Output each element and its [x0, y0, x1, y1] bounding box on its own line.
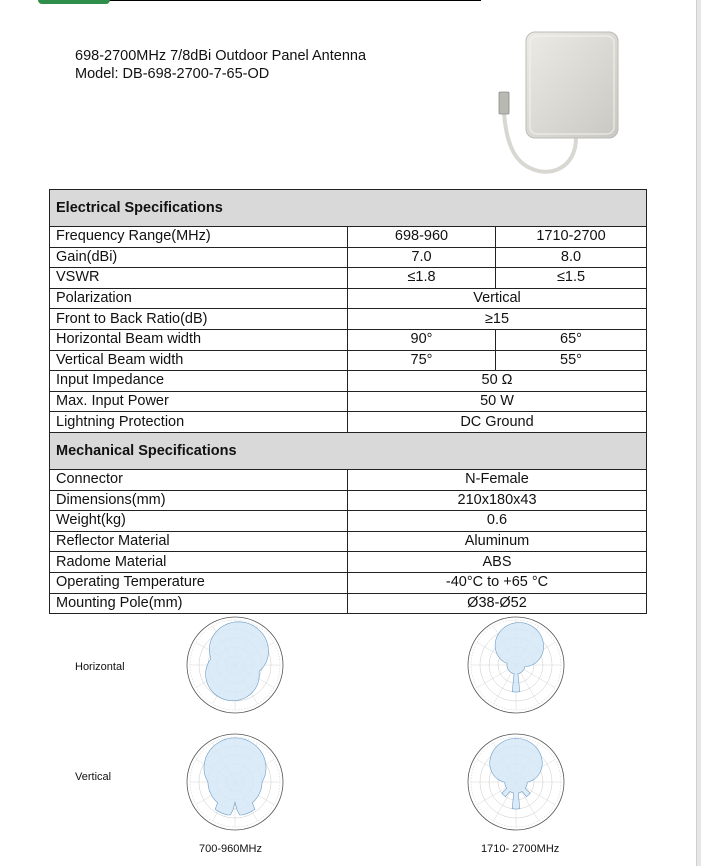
spec-label: Reflector Material [50, 531, 348, 552]
spec-value-high-band: 1710-2700 [496, 227, 647, 248]
spec-row [50, 572, 647, 593]
electrical-section-header [50, 190, 647, 227]
spec-value: Vertical [348, 288, 647, 309]
spec-label: Mounting Pole(mm) [50, 593, 348, 614]
company-logo [38, 0, 110, 4]
spec-row [50, 329, 647, 350]
spec-label: Input Impedance [50, 371, 348, 392]
spec-label: Max. Input Power [50, 391, 348, 412]
spec-value: Ø38-Ø52 [348, 593, 647, 614]
spec-value-high-band: ≤1.5 [496, 268, 647, 289]
spec-value-low-band: 75° [348, 350, 496, 371]
spec-value-high-band: 65° [496, 329, 647, 350]
spec-label: Operating Temperature [50, 572, 348, 593]
spec-row [50, 391, 647, 412]
spec-label: Weight(kg) [50, 511, 348, 532]
spec-value: -40°C to +65 °C [348, 572, 647, 593]
spec-label: VSWR [50, 268, 348, 289]
section-heading: Electrical Specifications [50, 190, 647, 227]
spec-label: Lightning Protection [50, 412, 348, 433]
spec-value: N-Female [348, 469, 647, 490]
spec-row [50, 469, 647, 490]
spec-value-low-band: 698-960 [348, 227, 496, 248]
spec-row [50, 268, 647, 289]
spec-row [50, 227, 647, 248]
spec-label: Dimensions(mm) [50, 490, 348, 511]
spec-value: 50 Ω [348, 371, 647, 392]
spec-value-high-band: 55° [496, 350, 647, 371]
spec-row [50, 371, 647, 392]
spec-label: Vertical Beam width [50, 350, 348, 371]
spec-row [50, 288, 647, 309]
spec-value-low-band: 90° [348, 329, 496, 350]
antenna-product-image [490, 28, 620, 188]
section-heading: Mechanical Specifications [50, 432, 647, 469]
spec-label: Frequency Range(MHz) [50, 227, 348, 248]
radiation-lobe [204, 738, 266, 815]
spec-value: ABS [348, 552, 647, 573]
pattern-row-label-vertical: Vertical [75, 771, 112, 783]
product-title: 698-2700MHz 7/8dBi Outdoor Panel Antenna [75, 48, 367, 64]
spec-row [50, 309, 647, 330]
spec-table [49, 189, 647, 614]
band-label-high: 1710- 2700MHz [481, 843, 560, 855]
spec-label: Front to Back Ratio(dB) [50, 309, 348, 330]
spec-row [50, 531, 647, 552]
spec-value: DC Ground [348, 412, 647, 433]
spec-label: Gain(dBi) [50, 247, 348, 268]
band-label-low: 700-960MHz [199, 843, 262, 855]
product-model: Model: DB-698-2700-7-65-OD [75, 66, 270, 82]
spec-label: Horizontal Beam width [50, 329, 348, 350]
radiation-pattern-vertical-low [180, 727, 290, 837]
spec-row [50, 490, 647, 511]
spec-value-high-band: 8.0 [496, 247, 647, 268]
spec-row [50, 247, 647, 268]
spec-value-low-band: 7.0 [348, 247, 496, 268]
spec-row [50, 511, 647, 532]
spec-label: Polarization [50, 288, 348, 309]
spec-value: 50 W [348, 391, 647, 412]
spec-row [50, 552, 647, 573]
radiation-lobe [206, 622, 269, 701]
product-title-block [75, 47, 366, 83]
radiation-pattern-horizontal-high [461, 610, 571, 720]
spec-value: 210x180x43 [348, 490, 647, 511]
spec-value-low-band: ≤1.8 [348, 268, 496, 289]
header-rule [84, 0, 481, 1]
spec-row [50, 350, 647, 371]
spec-label: Connector [50, 469, 348, 490]
spec-row [50, 412, 647, 433]
page-edge-scrollbar[interactable] [696, 0, 701, 866]
spec-value: ≥15 [348, 309, 647, 330]
mechanical-section-header [50, 432, 647, 469]
radiation-lobe [495, 623, 543, 693]
spec-label: Radome Material [50, 552, 348, 573]
radiation-lobe [490, 738, 542, 809]
spec-value: 0.6 [348, 511, 647, 532]
radiation-pattern-vertical-high [461, 727, 571, 837]
pattern-row-label-horizontal: Horizontal [75, 661, 125, 673]
radiation-pattern-horizontal-low [180, 610, 290, 720]
spec-value: Aluminum [348, 531, 647, 552]
